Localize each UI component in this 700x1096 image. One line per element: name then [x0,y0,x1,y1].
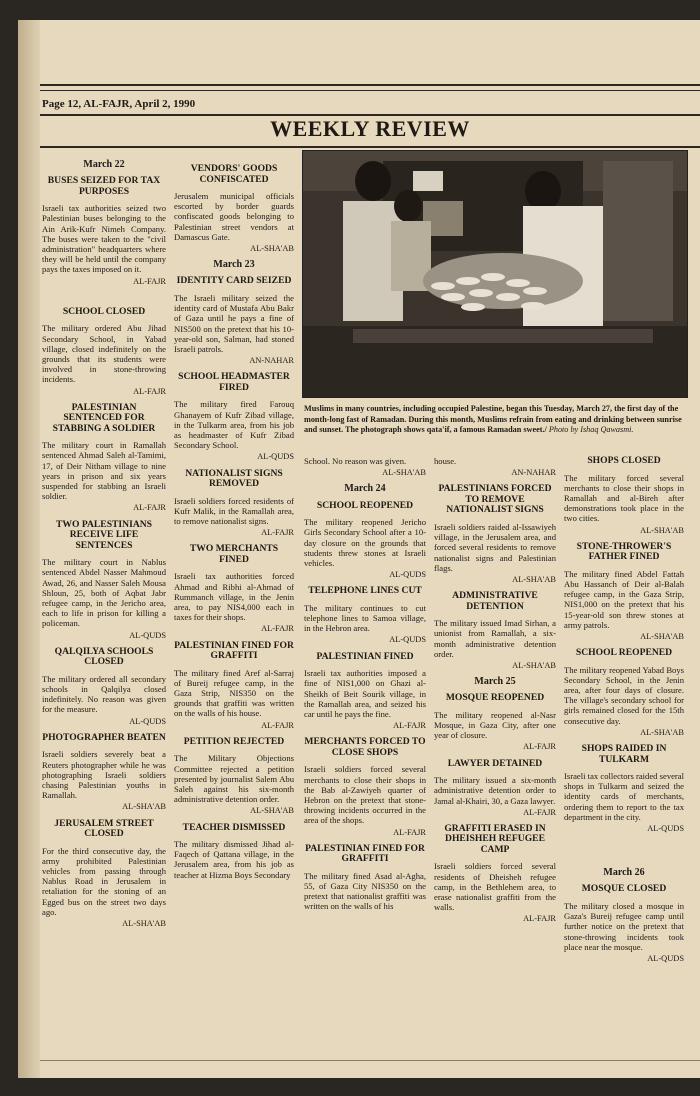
article-body: The military issued a six-month administrative detention order to Jamal al-Khairi, 30, a Gaza lawyer. [434,775,556,806]
top-rule [40,84,700,86]
headline: SHOPS CLOSED [587,455,661,466]
article-source: AL-SHA'AB [640,525,684,535]
article-body: The military dismissed Jihad al-Faqech of Qattana village, in the Jerusalem area, from his job as teacher at Hizma Boys Secondary [174,839,294,880]
headline: SHOPS RAIDED IN TULKARM [581,743,667,765]
ramadan-photo [302,150,688,398]
headline: TELEPHONE LINES CUT [308,585,422,597]
article-body: The military fined Aref al-Sarraj of Bureij refugee camp, in the Gaza Strip, NIS350 on the grounds that graffiti was written on the walls of his house. [174,667,294,719]
headline: LAWYER DETAINED [447,757,543,769]
headline: JERUSALEM STREET CLOSED [54,817,154,840]
date-heading: March 26 [603,867,645,879]
headline: GRAFFITI ERASED IN DHEISHEH REFUGEE CAMP [444,822,546,855]
page-binding [18,20,40,1078]
article-body: For the third consecutive day, the army prohibited Palestinian vehicles from passing through Nablus Road in Jerusalem in retaliation for the stoning of an Egged bus on the street two days ago. [42,845,166,917]
headline: TWO MERCHANTS FINED [189,543,279,565]
article-body: The military reopened al-Nasr Mosque, in Gaza City, after one year of closure. [434,709,556,741]
article-body: The military fired Farouq Ghanayem of Kufr Zibad village, in the Tulkarm area, from his job as headmaster of Kufr Zibad Secondary School. [174,399,294,451]
article-source: AN-NAHAR [511,468,556,478]
column-2 [174,164,294,882]
page-header: Page 12, AL-FAJR, April 2, 1990 [42,98,196,110]
title-rule [40,146,700,148]
article-body: The military continues to cut telephone lines to Samoa village, in the Hebron area. [304,602,426,634]
article-source: AL-SHA'AB [122,918,166,928]
photo-image [303,151,687,397]
article-source: AL-SHA'AB [640,631,684,641]
article-source: AL-FAJR [261,624,294,634]
headline: PALESTINIAN SENTENCED FOR STABBING A SOLDIER [52,401,156,434]
article-body: Israeli tax collectors raided several shops in Tulkarm and seized the identity cards of merchants, ordering them to report to the tax department in the city. [564,771,684,822]
headline: NATIONALIST SIGNS REMOVED [185,467,283,490]
article-source: AL-FAJR [261,720,294,730]
headline: SCHOOL REOPENED [316,499,414,511]
headline: PALESTINIAN FINED [316,650,414,662]
column-4 [434,456,556,931]
date-heading: March 23 [213,259,255,271]
section-title: WEEKLY REVIEW [270,116,470,141]
headline: BUSES SEIZED FOR TAX PURPOSES [47,175,161,197]
column-5 [564,456,684,970]
article-source: AL-QUDS [647,954,684,963]
date-heading: March 25 [474,676,516,688]
headline: PALESTINIANS FORCED TO REMOVE NATIONALIST SIGNS [438,483,552,516]
article-source: AL-FAJR [133,386,166,396]
article-body: The military issued Imad Sirhan, a unionist from Ramallah, a six-month administrative detention order. [434,618,556,659]
article-body: The military forced several merchants to close their shops in Ramallah and al-Bireh after demonstrations took place in the two cities. [564,472,684,524]
article-body: The military fined Asad al-Agha, 55, of Gaza City NIS350 on the pretext that nationalist graffiti was written on the walls of his [304,870,426,912]
newspaper-page [18,20,700,1078]
headline: IDENTITY CARD SEIZED [176,275,292,287]
article-body: Israeli soldiers forced several merchants to close their shops in the Bab al-Zawiyeh quarter of Hebron on the pretext that stone-throwing incidents occurred in the area of the shops. [304,764,426,826]
article-continued: house. [434,456,457,466]
headline: VENDORS' GOODS CONFISCATED [190,163,278,185]
article-source: AL-SHA'AB [250,806,294,816]
article-body: Israeli tax authorities forced Ahmad and Ribhi al-Ahmad of Rummanch village, in the Jenin area, to pay NIS4,000 each in taxes for their shops. [174,571,294,623]
headline: TWO PALESTINIANS RECEIVE LIFE SENTENCES [55,518,153,551]
article-source: AL-FAJR [393,721,426,731]
article-source: AL-FAJR [523,914,556,924]
headline: PHOTOGRAPHER BEATEN [42,731,166,743]
article-body: The military ordered all secondary schools in Qalqilya closed indefinitely. No reason was given for the measure. [42,673,166,715]
article-body: The Israeli military seized the identity card of Mustafa Abu Bakr of Gaza until he pays a fine of NIS500 on the pretext that his 10-year-old son, Salman, had stoned Israeli patrols. [174,292,294,354]
headline: PALESTINIAN FINED FOR GRAFFITI [305,842,425,865]
article-source: AL-SHA'AB [512,660,556,670]
article-continued: School. No reason was given. [304,456,407,466]
article-source: AL-SHA'AB [122,802,166,812]
headline: MERCHANTS FORCED TO CLOSE SHOPS [304,736,426,758]
headline: TEACHER DISMISSED [182,821,286,833]
headline: PETITION REJECTED [183,735,285,747]
headline: QALQILYA SCHOOLS CLOSED [54,645,154,668]
article-source: AL-QUDS [129,630,166,640]
article-source: AL-FAJR [261,528,294,538]
headline: SCHOOL CLOSED [62,305,146,317]
article-body: Israeli soldiers forced residents of Kufr Malik, in the Ramallah area, to remove nationalist signs. [174,495,294,526]
headline: SCHOOL REOPENED [575,647,673,659]
article-body: The military fined Abdel Fattah Abu Hassanch of Deir al-Balah refugee camp, in the Gaza Strip, NIS1,000 on the pretext that his 15-year-old son threw stones at army patrols. [564,568,684,630]
bottom-rule [40,1060,700,1061]
headline: SCHOOL HEADMASTER FIRED [178,371,290,393]
article-source: AN-NAHAR [249,356,294,366]
headline: MOSQUE REOPENED [445,692,545,704]
article-body: The military ordered Abu Jihad Secondary School, in Yabad village, closed indefinitely on the grounds that its students were involved in stone-throwing incidents. [42,323,166,385]
article-source: AL-SHA'AB [512,574,556,584]
article-body: Israeli tax authorities imposed a fine of NIS1,000 on Ghazi al-Sheikh of Beit Sourik village, in the Ramallah area, and seized his car until he pays the fine. [304,668,426,719]
article-source: AL-FAJR [133,276,166,286]
article-source: AL-QUDS [129,716,166,726]
article-body: Israeli tax authorities seized two Palestinian buses belonging to the Ain Arik-Kufr Nimeh Company. The buses were taken to the "civil administration" headquarters where they will be held until the company pays the taxes imposed on it. [42,203,166,275]
photo-caption [304,404,684,436]
article-body: Israeli soldiers severely beat a Reuters photographer while he was photographing Israeli soldiers chasing Palestinian youths in Ramallah. [42,749,166,801]
article-body: The Military Objections Committee rejected a petition presented by journalist Salem Abu Saleh against his six-month administrative detention order. [174,753,294,805]
article-body: Israeli soldiers raided al-Issawiyeh village, in the Jerusalem area, and forced several residents to remove nationalist signs and Palestinian flags. [434,521,556,573]
photo-credit: Photo by Ishaq Qawasmi. [548,425,634,434]
headline: PALESTINIAN FINED FOR GRAFFITI [174,639,294,662]
article-body: Israeli soldiers forced several residents of Dheisheh refugee camp, in the Bethlehem area, to erase nationalist graffiti from the walls. [434,861,556,913]
article-source: AL-QUDS [257,452,294,462]
article-body: Jerusalem municipal officials escorted by border guards confiscated goods belonging to Palestinian street vendors at Damascus Gate. [174,191,294,242]
article-source: AL-SHA'AB [640,727,684,737]
top-rule-thin [40,90,700,91]
column-3 [304,456,426,914]
headline: ADMINISTRATIVE DETENTION [452,590,538,612]
caption-text: Muslims in many countries, including occupied Palestine, began this Tuesday, March 27, the first day of the month-long fast of Ramadan. During this month, Muslims refrain from eating and drinking between sunrise and sunset. The photograph shows qata'if, a famous Ramadan sweet./ [304,404,682,434]
article-body: The military closed a mosque in Gaza's Bureij refugee camp until further notice on the pretext that stone-throwing incidents took place near the mosque. [564,900,684,952]
article-source: AL-QUDS [389,635,426,645]
article-body: The military reopened Jericho Girls Secondary School after a 10-day closure on the grounds that students threw stones at Israeli vehicles. [304,517,426,568]
article-body: The military reopened Yabad Boys Secondary School, in the Jenin area, after four days of closure. The village's secondary school for girls remained closed for the 15th consecutive day. [564,664,684,726]
article-source: AL-FAJR [523,742,556,752]
article-source: AL-SHA'AB [250,244,294,254]
article-source: AL-FAJR [133,503,166,513]
headline: STONE-THROWER'S FATHER FINED [576,540,672,563]
article-source: AL-FAJR [523,807,556,817]
article-source: AL-QUDS [389,570,426,580]
date-heading: March 22 [83,159,125,170]
column-1 [42,160,166,935]
article-source: AL-SHA'AB [382,468,426,478]
article-source: AL-QUDS [647,824,684,834]
article-body: The military court in Nablus sentenced Abdel Nasser Mahmoud Awad, 26, and Nasser Saleh Mousa Shloun, 25, both of Aqbat Jabr refugee camp, in the Jericho area, each to life in prison for killing a policeman. [42,557,166,629]
date-heading: March 24 [344,483,386,495]
article-body: The military court in Ramallah sentenced Ahmad Saleh al-Tamimi, 17, of Deir Nitham village to nine years in prison and six years suspended for stabbing an Israeli soldier. [42,440,166,502]
article-source: AL-FAJR [393,827,426,837]
headline: MOSQUE CLOSED [581,883,667,895]
